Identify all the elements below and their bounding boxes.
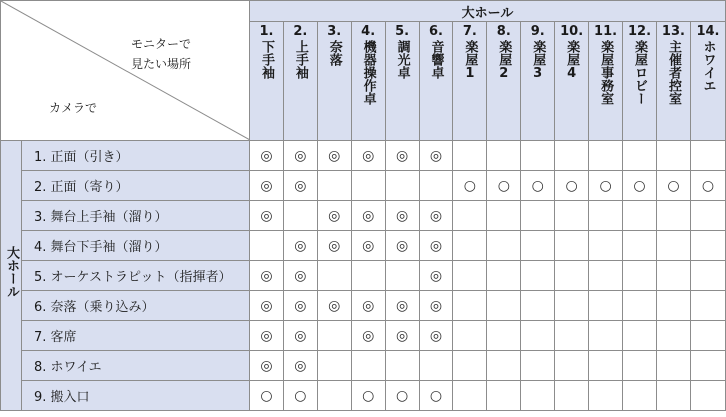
matrix-cell: ◎ bbox=[419, 201, 453, 231]
table-row bbox=[1, 351, 726, 381]
matrix-cell: ◎ bbox=[385, 231, 419, 261]
matrix-cell bbox=[521, 321, 555, 351]
matrix-cell: ◎ bbox=[283, 171, 317, 201]
column-header-7 bbox=[453, 22, 487, 141]
row-group-text: 大ホール bbox=[4, 246, 19, 298]
column-number: 11. bbox=[594, 24, 618, 40]
matrix-cell bbox=[623, 351, 657, 381]
matrix-cell bbox=[521, 261, 555, 291]
column-label: 上手袖 bbox=[292, 40, 308, 80]
matrix-cell bbox=[656, 141, 690, 171]
matrix-cell bbox=[317, 171, 351, 201]
matrix-cell bbox=[453, 231, 487, 261]
matrix-cell bbox=[453, 201, 487, 231]
matrix-cell: ◎ bbox=[419, 231, 453, 261]
column-label: 下手袖 bbox=[258, 40, 274, 80]
matrix-cell: ◎ bbox=[419, 291, 453, 321]
column-number: 9. bbox=[530, 24, 545, 40]
row-header: 9. 搬入口 bbox=[22, 381, 250, 411]
matrix-cell bbox=[521, 381, 555, 411]
matrix-cell: ○ bbox=[250, 381, 284, 411]
matrix-cell bbox=[623, 261, 657, 291]
matrix-cell: ◎ bbox=[283, 321, 317, 351]
matrix-cell: ○ bbox=[521, 171, 555, 201]
matrix-cell bbox=[589, 231, 623, 261]
matrix-cell: ◎ bbox=[385, 321, 419, 351]
column-label: 音響卓 bbox=[428, 40, 444, 80]
matrix-cell bbox=[419, 171, 453, 201]
matrix-cell: ◎ bbox=[351, 141, 385, 171]
matrix-cell bbox=[351, 171, 385, 201]
matrix-cell bbox=[656, 201, 690, 231]
table-row bbox=[1, 291, 726, 321]
matrix-cell: ◎ bbox=[250, 171, 284, 201]
column-number: 12. bbox=[627, 24, 652, 40]
column-header-12 bbox=[623, 22, 657, 141]
column-label: 主催者控室 bbox=[665, 40, 681, 106]
table-row bbox=[1, 321, 726, 351]
row-header: 3. 舞台上手袖（溜り） bbox=[22, 201, 250, 231]
corner-header bbox=[1, 1, 250, 141]
matrix-cell bbox=[589, 381, 623, 411]
matrix-cell bbox=[623, 321, 657, 351]
matrix-cell bbox=[317, 261, 351, 291]
matrix-cell bbox=[589, 351, 623, 381]
column-header-8 bbox=[487, 22, 521, 141]
matrix-cell bbox=[589, 261, 623, 291]
row-header: 5. オーケストラピット（指揮者） bbox=[22, 261, 250, 291]
matrix-cell bbox=[589, 321, 623, 351]
matrix-cell bbox=[656, 231, 690, 261]
matrix-cell: ◎ bbox=[283, 261, 317, 291]
matrix-cell: ○ bbox=[385, 381, 419, 411]
matrix-cell bbox=[453, 381, 487, 411]
column-number: 14. bbox=[696, 24, 720, 40]
matrix-cell: ○ bbox=[623, 171, 657, 201]
row-header: 8. ホワイエ bbox=[22, 351, 250, 381]
matrix-cell bbox=[453, 261, 487, 291]
matrix-cell bbox=[690, 291, 725, 321]
matrix-cell: ◎ bbox=[283, 291, 317, 321]
corner-bottom-label: カメラで bbox=[49, 101, 98, 115]
matrix-cell bbox=[555, 231, 589, 261]
matrix-cell: ◎ bbox=[351, 291, 385, 321]
matrix-cell bbox=[419, 351, 453, 381]
matrix-cell bbox=[317, 381, 351, 411]
matrix-cell: ◎ bbox=[351, 231, 385, 261]
column-header-1 bbox=[250, 22, 284, 141]
matrix-cell: ◎ bbox=[283, 351, 317, 381]
column-label: 調光卓 bbox=[394, 40, 410, 80]
table-row bbox=[1, 171, 726, 201]
matrix-cell: ◎ bbox=[250, 141, 284, 171]
matrix-cell: ◎ bbox=[250, 201, 284, 231]
column-header-2 bbox=[283, 22, 317, 141]
matrix-cell: ○ bbox=[555, 171, 589, 201]
column-number: 2. bbox=[293, 24, 308, 40]
matrix-cell: ○ bbox=[351, 381, 385, 411]
matrix-cell: ◎ bbox=[250, 351, 284, 381]
column-header-10 bbox=[555, 22, 589, 141]
column-label: 楽屋2 bbox=[496, 40, 512, 82]
column-number: 8. bbox=[496, 24, 511, 40]
column-header-9 bbox=[521, 22, 555, 141]
matrix-cell bbox=[487, 261, 521, 291]
matrix-cell: ○ bbox=[589, 171, 623, 201]
matrix-cell: ○ bbox=[453, 171, 487, 201]
matrix-cell: ◎ bbox=[419, 141, 453, 171]
matrix-cell: ○ bbox=[283, 381, 317, 411]
matrix-cell: ◎ bbox=[283, 141, 317, 171]
matrix-cell bbox=[690, 261, 725, 291]
matrix-cell bbox=[385, 171, 419, 201]
column-label: ホワイエ bbox=[700, 40, 716, 93]
matrix-cell bbox=[487, 201, 521, 231]
matrix-cell bbox=[555, 291, 589, 321]
matrix-cell: ◎ bbox=[385, 201, 419, 231]
matrix-cell: ◎ bbox=[351, 201, 385, 231]
matrix-cell: ○ bbox=[487, 171, 521, 201]
matrix-cell bbox=[487, 351, 521, 381]
matrix-cell bbox=[690, 381, 725, 411]
matrix-cell bbox=[453, 291, 487, 321]
matrix-cell bbox=[317, 351, 351, 381]
row-header: 6. 奈落（乗り込み） bbox=[22, 291, 250, 321]
column-label: 楽屋3 bbox=[530, 40, 546, 82]
column-label: 奈落 bbox=[326, 40, 342, 67]
matrix-cell bbox=[487, 141, 521, 171]
row-header: 7. 客席 bbox=[22, 321, 250, 351]
matrix-cell bbox=[487, 231, 521, 261]
matrix-cell bbox=[521, 351, 555, 381]
matrix-cell bbox=[453, 351, 487, 381]
row-header: 2. 正面（寄り） bbox=[22, 171, 250, 201]
matrix-cell bbox=[521, 141, 555, 171]
matrix-cell bbox=[623, 381, 657, 411]
table-row bbox=[1, 231, 726, 261]
matrix-cell bbox=[555, 201, 589, 231]
matrix-cell bbox=[656, 321, 690, 351]
corner-top-label: モニターで 見たい場所 bbox=[131, 37, 192, 71]
matrix-cell: ◎ bbox=[317, 231, 351, 261]
column-number: 10. bbox=[560, 24, 584, 40]
matrix-cell bbox=[521, 231, 555, 261]
matrix-cell bbox=[623, 231, 657, 261]
matrix-cell bbox=[555, 321, 589, 351]
matrix-cell bbox=[487, 321, 521, 351]
column-number: 3. bbox=[327, 24, 342, 40]
matrix-cell bbox=[351, 261, 385, 291]
table-row bbox=[1, 141, 726, 171]
column-number: 13. bbox=[661, 24, 685, 40]
matrix-cell: ◎ bbox=[385, 141, 419, 171]
corner-diagonal bbox=[1, 1, 250, 140]
column-number: 4. bbox=[361, 24, 376, 40]
column-number: 6. bbox=[428, 24, 443, 40]
matrix-cell: ◎ bbox=[317, 291, 351, 321]
matrix-cell bbox=[656, 351, 690, 381]
matrix-cell bbox=[317, 321, 351, 351]
matrix-cell bbox=[385, 351, 419, 381]
matrix-cell bbox=[623, 201, 657, 231]
table-row bbox=[1, 201, 726, 231]
column-number: 7. bbox=[462, 24, 477, 40]
matrix-cell: ○ bbox=[690, 171, 725, 201]
table-row bbox=[1, 381, 726, 411]
matrix-cell bbox=[589, 141, 623, 171]
row-header: 4. 舞台下手袖（溜り） bbox=[22, 231, 250, 261]
matrix-cell bbox=[656, 381, 690, 411]
matrix-cell: ◎ bbox=[250, 321, 284, 351]
matrix-cell bbox=[521, 201, 555, 231]
matrix-cell bbox=[690, 141, 725, 171]
matrix-cell bbox=[487, 381, 521, 411]
column-number: 5. bbox=[395, 24, 410, 40]
matrix-cell bbox=[487, 291, 521, 321]
matrix-cell: ◎ bbox=[250, 261, 284, 291]
matrix-cell bbox=[690, 321, 725, 351]
column-label: 楽屋4 bbox=[564, 40, 580, 82]
matrix-cell: ◎ bbox=[419, 321, 453, 351]
matrix-cell bbox=[690, 231, 725, 261]
matrix-cell: ◎ bbox=[419, 261, 453, 291]
column-label: 楽屋ロビー bbox=[632, 40, 647, 106]
column-header-13 bbox=[656, 22, 690, 141]
matrix-cell: ◎ bbox=[317, 201, 351, 231]
column-header-14 bbox=[690, 22, 725, 141]
matrix-cell bbox=[555, 141, 589, 171]
column-header-4 bbox=[351, 22, 385, 141]
column-header-6 bbox=[419, 22, 453, 141]
matrix-cell bbox=[453, 321, 487, 351]
matrix-cell: ◎ bbox=[283, 231, 317, 261]
matrix-cell bbox=[351, 351, 385, 381]
matrix-cell bbox=[589, 291, 623, 321]
column-number: 1. bbox=[259, 24, 274, 40]
matrix-cell bbox=[555, 381, 589, 411]
matrix-cell bbox=[385, 261, 419, 291]
column-header-3 bbox=[317, 22, 351, 141]
column-label: 楽屋事務室 bbox=[598, 40, 614, 106]
row-group-label bbox=[1, 141, 22, 411]
matrix-cell bbox=[690, 201, 725, 231]
matrix-cell: ◎ bbox=[250, 291, 284, 321]
table-row bbox=[1, 261, 726, 291]
column-header-11 bbox=[589, 22, 623, 141]
matrix-cell: ○ bbox=[419, 381, 453, 411]
matrix-cell: ◎ bbox=[351, 321, 385, 351]
matrix-cell bbox=[623, 141, 657, 171]
matrix-cell bbox=[283, 201, 317, 231]
matrix-cell: ◎ bbox=[385, 291, 419, 321]
matrix-cell bbox=[656, 261, 690, 291]
matrix-cell bbox=[656, 291, 690, 321]
row-header: 1. 正面（引き） bbox=[22, 141, 250, 171]
matrix-cell bbox=[690, 351, 725, 381]
matrix-cell bbox=[250, 231, 284, 261]
hall-header: 大ホール bbox=[250, 1, 726, 22]
matrix-cell bbox=[589, 201, 623, 231]
matrix-cell: ○ bbox=[656, 171, 690, 201]
matrix-cell bbox=[521, 291, 555, 321]
column-header-5 bbox=[385, 22, 419, 141]
matrix-cell: ◎ bbox=[317, 141, 351, 171]
column-label: 機器操作卓 bbox=[360, 40, 376, 106]
matrix-cell bbox=[555, 351, 589, 381]
matrix-cell bbox=[453, 141, 487, 171]
matrix-cell bbox=[555, 261, 589, 291]
matrix-cell bbox=[623, 291, 657, 321]
column-label: 楽屋1 bbox=[462, 40, 478, 82]
